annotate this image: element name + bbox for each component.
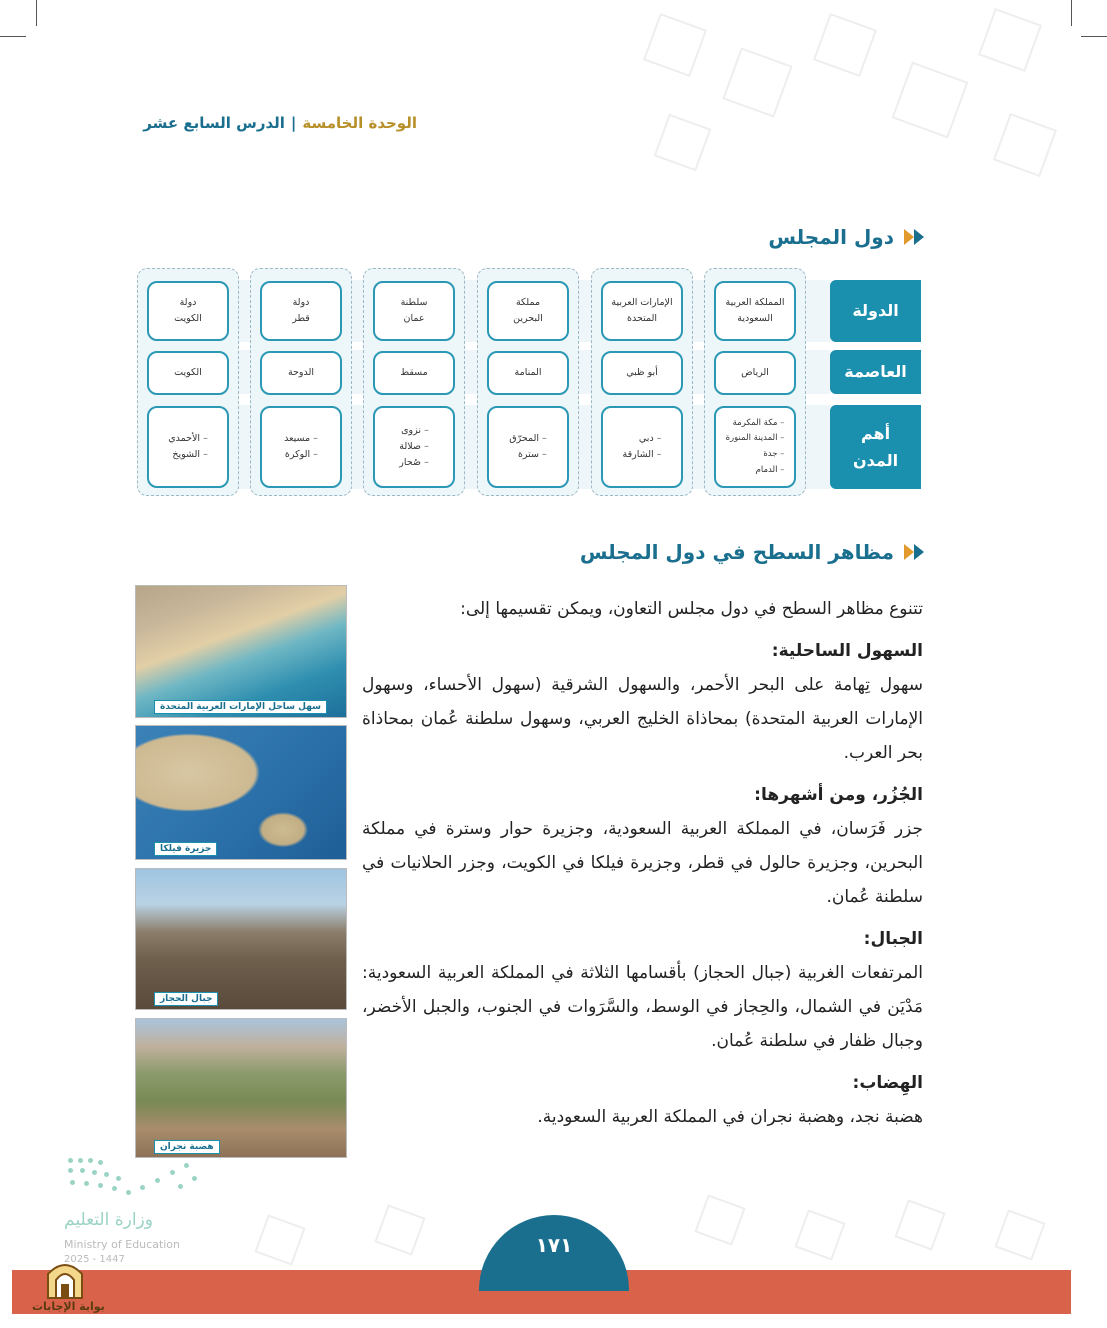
decorative-shape	[654, 114, 712, 172]
logo-dot	[112, 1186, 117, 1191]
capital-cell: مسقط	[373, 351, 455, 395]
country-cell: المملكة العربية السعودية	[714, 281, 796, 341]
logo-dot	[192, 1176, 197, 1181]
country-column-uae	[591, 268, 693, 496]
chevron-icon	[902, 226, 924, 248]
photo-failaka-island	[135, 725, 347, 860]
decorative-shape	[813, 13, 877, 77]
intro-text: تتنوع مظاهر السطح في دول مجلس التعاون، ويمكن تقسيمها إلى:	[460, 599, 923, 619]
capital-cell: المنامة	[487, 351, 569, 395]
ministry-name-english: Ministry of Education	[64, 1238, 181, 1251]
cities-cell: – دبي – الشارقة	[601, 406, 683, 488]
country-cell: دولة قطر	[260, 281, 342, 341]
capital-cell: الدوحة	[260, 351, 342, 395]
plains-text: سهول تِهامة على البحر الأحمر، والسهول الشرقية (سهول الأحساء، وسهول الإمارات العربية المتحدة) بمحاذاة الخليج العربي، وسهول سلطنة عُمان بمحاذاة بحر العرب.	[362, 675, 923, 763]
logo-dot	[68, 1158, 73, 1163]
logo-dot	[98, 1183, 103, 1188]
logo-dot	[70, 1180, 75, 1185]
country-column-bahrain	[477, 268, 579, 496]
logo-dot	[116, 1176, 121, 1181]
country-cell: الإمارات العربية المتحدة	[601, 281, 683, 341]
decorative-shape	[894, 1199, 945, 1250]
row-label-cities-line1: أهم	[860, 423, 891, 443]
site-name: بوابة الإجابات	[32, 1300, 105, 1313]
country-column-kuwait	[137, 268, 239, 496]
islands-text: جزر فَرَسان، في المملكة العربية السعودية، وجزيرة حوار وسترة في مملكة البحرين، وجزيرة حالول في قطر، وجزيرة فيلكا في الكويت، وجزر الحلانيات في سلطنة عُمان.	[362, 819, 923, 907]
ministry-name-arabic: وزارة التعليم	[64, 1210, 153, 1230]
page-header	[143, 114, 417, 132]
country-cell: مملكة البحرين	[487, 281, 569, 341]
cities-cell: – المحرّق – سترة	[487, 406, 569, 488]
chevron-icon	[902, 541, 924, 563]
surface-section-title-text: مظاهر السطح في دول المجلس	[579, 540, 894, 564]
header-separator: |	[290, 114, 297, 132]
photo-caption: هضبة نجران	[154, 1140, 220, 1154]
decorative-shape	[794, 1209, 845, 1260]
plateaus-heading: الهِضاب:	[852, 1073, 923, 1093]
crop-mark	[0, 36, 26, 37]
country-cell: سلطنة عمان	[373, 281, 455, 341]
gcc-section-title-text: دول المجلس	[768, 225, 894, 249]
country-column-saudi	[704, 268, 806, 496]
plains-heading: السهول الساحلية:	[771, 641, 923, 661]
row-label-cities	[830, 405, 921, 489]
logo-dot	[184, 1163, 189, 1168]
cities-cell: – الأحمدي – الشويخ	[147, 406, 229, 488]
row-label-capital: العاصمة	[830, 350, 921, 394]
logo-dot	[170, 1170, 175, 1175]
mountains-text: المرتفعات الغربية (جبال الحجاز) بأقسامها الثلاثة في المملكة العربية السعودية: مَدْيَن في الشمال، والحِجاز في الوسط، والسَّرَوات في الجنوب، والجبل الأخضر، وجبال ظفار في سلطنة عُمان.	[362, 963, 923, 1051]
crop-mark	[1081, 36, 1107, 37]
capital-cell: أبو ظبي	[601, 351, 683, 395]
capital-cell: الكويت	[147, 351, 229, 395]
photo-caption: جبال الحجاز	[154, 992, 218, 1006]
page-number: ١٧١	[479, 1215, 629, 1291]
decorative-shape	[994, 1209, 1045, 1260]
country-cell: دولة الكويت	[147, 281, 229, 341]
decorative-shape	[694, 1194, 745, 1245]
logo-dot	[140, 1185, 145, 1190]
decorative-shape	[993, 113, 1057, 177]
mountains-heading: الجبال:	[863, 929, 923, 949]
logo-dot	[68, 1168, 73, 1173]
row-label-cities-line2: المدن	[852, 451, 899, 470]
logo-dot	[88, 1158, 93, 1163]
crop-mark	[36, 0, 37, 26]
unit-title: الوحدة الخامسة	[302, 114, 417, 132]
gcc-section-title	[768, 225, 924, 249]
crop-mark	[1071, 0, 1072, 26]
logo-dot	[126, 1190, 131, 1195]
logo-dot	[178, 1184, 183, 1189]
lesson-title: الدرس السابع عشر	[143, 114, 285, 132]
photo-caption: جزيرة فيلكا	[154, 842, 217, 856]
plateaus-text: هضبة نجد، وهضبة نجران في المملكة العربية السعودية.	[537, 1107, 923, 1127]
decorative-shape	[978, 8, 1042, 72]
decorative-shape	[374, 1204, 425, 1255]
photo-caption: سهل ساحل الإمارات العربية المتحدة	[154, 700, 327, 714]
cities-cell: – مسيعد – الوكرة	[260, 406, 342, 488]
surface-section-title	[580, 540, 924, 564]
logo-dot	[84, 1181, 89, 1186]
islands-heading: الجُزُر، ومن أشهرها:	[754, 785, 923, 805]
logo-dot	[98, 1160, 103, 1165]
decorative-shape	[643, 13, 707, 77]
decorative-shape	[892, 62, 969, 139]
photo-uae-coast	[135, 585, 347, 718]
logo-dot	[78, 1158, 83, 1163]
logo-dot	[92, 1170, 97, 1175]
decorative-shape	[254, 1214, 305, 1265]
logo-dot	[155, 1178, 160, 1183]
site-logo-icon	[44, 1256, 86, 1300]
cities-cell: – مكة المكرمة – المدينة المنورة – جدة – الدمام	[714, 406, 796, 488]
logo-dot	[104, 1172, 109, 1177]
row-label-country: الدولة	[830, 280, 921, 342]
decorative-shape	[722, 47, 792, 117]
logo-dot	[80, 1168, 85, 1173]
cities-cell: – نزوى – صلالة – صُحار	[373, 406, 455, 488]
surface-body	[362, 592, 923, 1134]
photo-najran-plateau	[135, 1018, 347, 1158]
country-column-oman	[363, 268, 465, 496]
ministry-year: 2025 - 1447	[64, 1254, 125, 1265]
country-column-qatar	[250, 268, 352, 496]
capital-cell: الرياض	[714, 351, 796, 395]
photo-hijaz-mountains	[135, 868, 347, 1010]
